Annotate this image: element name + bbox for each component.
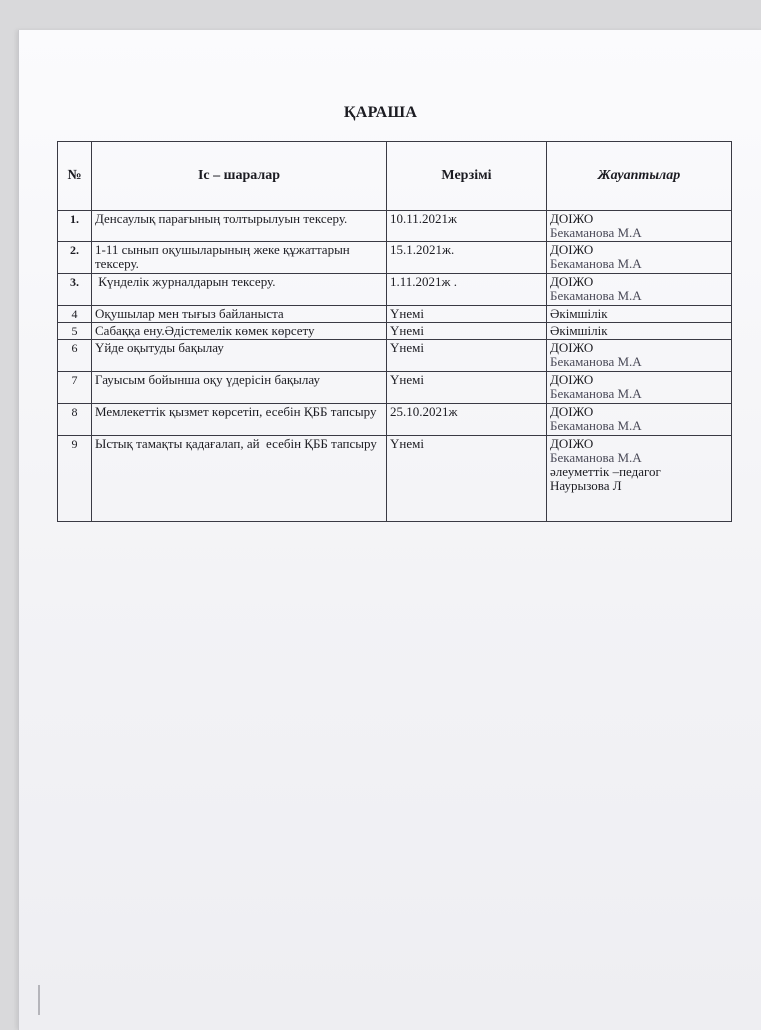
responsible-line: Әкімшілік (550, 306, 608, 321)
row-responsible (547, 340, 732, 372)
row-deadline: Үнемі (387, 340, 547, 372)
row-deadline: 1.11.2021ж . (387, 274, 547, 306)
row-event: Сабаққа ену.Әдістемелік көмек көрсету (92, 323, 387, 340)
responsible-line: Бекаманова М.А (550, 225, 642, 240)
table-row (58, 306, 732, 323)
table-row (58, 242, 732, 274)
responsible-line: Бекаманова М.А (550, 386, 642, 401)
binder-mark (38, 985, 50, 1015)
table-body (58, 211, 732, 522)
table-row (58, 274, 732, 306)
row-responsible (547, 242, 732, 274)
responsible-line: Бекаманова М.А (550, 418, 642, 433)
header-responsible: Жауаптылар (547, 142, 732, 211)
responsible-line: Бекаманова М.А (550, 450, 642, 465)
table-row (58, 404, 732, 436)
responsible-line: ДОІЖО (550, 372, 594, 387)
row-responsible (547, 306, 732, 323)
row-deadline: Үнемі (387, 436, 547, 522)
row-event: Мемлекеттік қызмет көрсетіп, есебін ҚББ тапсыру (92, 404, 387, 436)
row-event: Гауысым бойынша оқу үдерісін бақылау (92, 372, 387, 404)
table-row (58, 372, 732, 404)
header-deadline: Мерзімі (387, 142, 547, 211)
responsible-line: ДОІЖО (550, 436, 594, 451)
row-number: 1. (58, 211, 92, 242)
responsible-line: Әкімшілік (550, 323, 608, 338)
row-responsible (547, 436, 732, 522)
row-event: 1-11 сынып оқушыларының жеке құжаттарын тексеру. (92, 242, 387, 274)
row-number: 6 (58, 340, 92, 372)
responsible-line: Наурызова Л (550, 478, 622, 493)
row-deadline: Үнемі (387, 323, 547, 340)
responsible-line: ДОІЖО (550, 404, 594, 419)
responsible-line: ДОІЖО (550, 274, 594, 289)
responsible-line: Бекаманова М.А (550, 288, 642, 303)
row-responsible (547, 323, 732, 340)
row-deadline: Үнемі (387, 372, 547, 404)
plan-table (57, 141, 732, 522)
row-number: 8 (58, 404, 92, 436)
row-responsible (547, 372, 732, 404)
table-row (58, 323, 732, 340)
row-number: 9 (58, 436, 92, 522)
row-number: 4 (58, 306, 92, 323)
row-responsible (547, 211, 732, 242)
row-event: Үйде оқытуды бақылау (92, 340, 387, 372)
row-number: 7 (58, 372, 92, 404)
row-event: Ыстық тамақты қадағалап, ай есебін ҚББ тапсыру (92, 436, 387, 522)
row-event: Денсаулық парағының толтырылуын тексеру. (92, 211, 387, 242)
row-deadline: 25.10.2021ж (387, 404, 547, 436)
row-event: Күнделік журналдарын тексеру. (92, 274, 387, 306)
responsible-line: Бекаманова М.А (550, 354, 642, 369)
responsible-line: ДОІЖО (550, 340, 594, 355)
table-row (58, 211, 732, 242)
row-responsible (547, 404, 732, 436)
row-event: Оқушылар мен тығыз байланыста (92, 306, 387, 323)
page-title: ҚАРАША (343, 104, 418, 121)
row-number: 5 (58, 323, 92, 340)
table-row (58, 340, 732, 372)
row-number: 3. (58, 274, 92, 306)
table-header-row (58, 142, 732, 211)
responsible-line: Бекаманова М.А (550, 256, 642, 271)
table-row (58, 436, 732, 522)
responsible-line: әлеуметтік –педагог (550, 464, 661, 479)
responsible-line: ДОІЖО (550, 242, 594, 257)
responsible-line: ДОІЖО (550, 211, 594, 226)
row-deadline: 10.11.2021ж (387, 211, 547, 242)
row-number: 2. (58, 242, 92, 274)
row-deadline: Үнемі (387, 306, 547, 323)
row-responsible (547, 274, 732, 306)
header-event: Іс – шаралар (92, 142, 387, 211)
row-deadline: 15.1.2021ж. (387, 242, 547, 274)
header-num: № (58, 142, 92, 211)
